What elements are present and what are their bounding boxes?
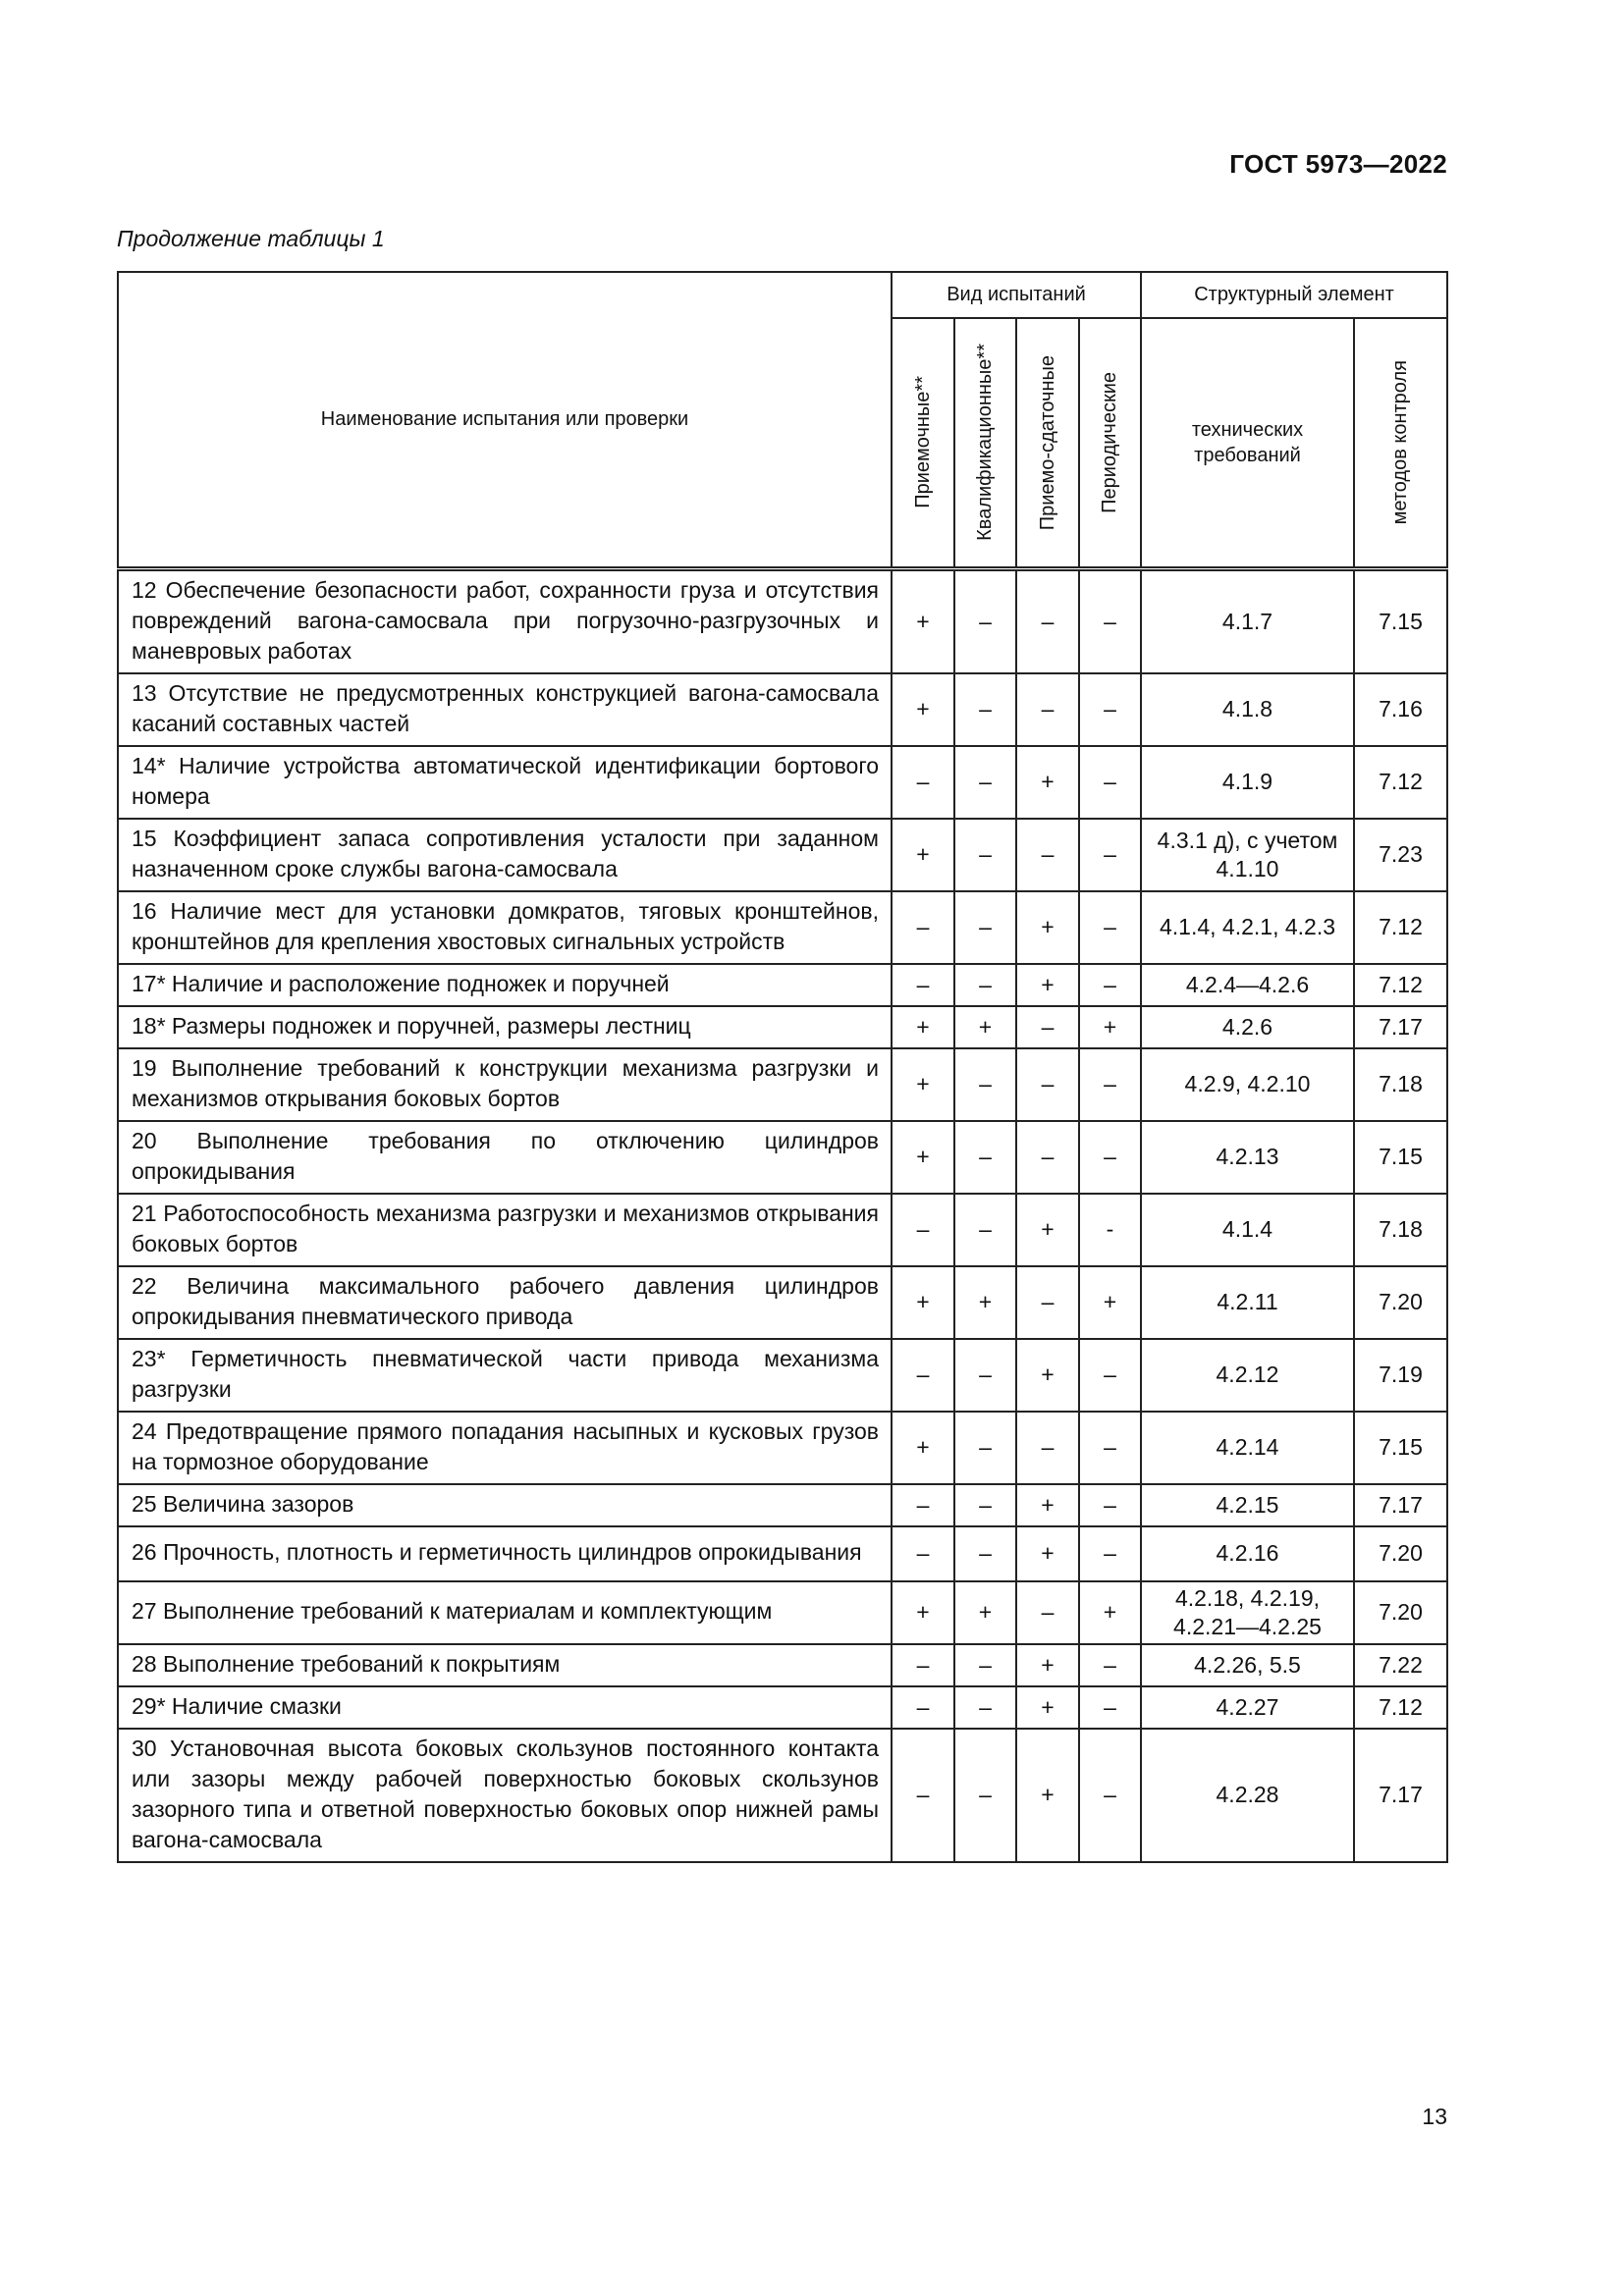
test-type-mark-cell: – <box>954 1194 1016 1266</box>
table-row <box>118 1006 1447 1048</box>
technical-requirements-cell: 4.2.26, 5.5 <box>1141 1644 1354 1686</box>
test-name-cell: 25 Величина зазоров <box>118 1484 892 1526</box>
control-method-cell: 7.20 <box>1354 1526 1447 1581</box>
test-type-mark-cell: – <box>892 1526 954 1581</box>
test-type-mark-cell: + <box>892 1581 954 1644</box>
test-type-mark-cell: – <box>1079 1686 1141 1729</box>
test-type-mark-cell: – <box>954 746 1016 819</box>
test-name-cell: 14* Наличие устройства автоматической идентификации бортового номера <box>118 746 892 819</box>
test-type-mark-cell: + <box>892 1412 954 1484</box>
header-qualification: Квалификационные** <box>954 318 1016 568</box>
test-type-mark-cell: – <box>1079 1412 1141 1484</box>
table-row <box>118 819 1447 891</box>
technical-requirements-cell: 4.2.13 <box>1141 1121 1354 1194</box>
test-type-mark-cell: + <box>1016 1484 1079 1526</box>
header-control-methods: методов контроля <box>1354 318 1447 568</box>
test-type-mark-cell: + <box>954 1581 1016 1644</box>
control-method-cell: 7.19 <box>1354 1339 1447 1412</box>
test-type-mark-cell: – <box>892 1484 954 1526</box>
control-method-cell: 7.17 <box>1354 1484 1447 1526</box>
test-type-mark-cell: – <box>954 568 1016 673</box>
table-row <box>118 1581 1447 1644</box>
test-name-cell: 27 Выполнение требований к материалам и комплектующим <box>118 1581 892 1644</box>
test-type-mark-cell: – <box>1016 1412 1079 1484</box>
table-header <box>118 272 1447 568</box>
test-name-cell: 22 Величина максимального рабочего давления цилиндров опрокидывания пневматического привода <box>118 1266 892 1339</box>
table-row <box>118 673 1447 746</box>
test-type-mark-cell: + <box>892 568 954 673</box>
control-method-cell: 7.15 <box>1354 1121 1447 1194</box>
test-type-mark-cell: – <box>954 1644 1016 1686</box>
test-type-mark-cell: – <box>1016 1121 1079 1194</box>
table-row <box>118 1339 1447 1412</box>
control-method-cell: 7.12 <box>1354 964 1447 1006</box>
header-periodic: Периодические <box>1079 318 1141 568</box>
test-type-mark-cell: + <box>892 1266 954 1339</box>
test-type-mark-cell: + <box>1016 1339 1079 1412</box>
test-name-cell: 20 Выполнение требования по отключению цилиндров опрокидывания <box>118 1121 892 1194</box>
test-type-mark-cell: – <box>892 1194 954 1266</box>
test-type-mark-cell: – <box>954 891 1016 964</box>
test-type-mark-cell: – <box>1079 1729 1141 1862</box>
header-delivery: Приемо-сдаточные <box>1016 318 1079 568</box>
test-name-cell: 16 Наличие мест для установки домкратов, тяговых кронштейнов, кронштейнов для крепления хвостовых сигнальных устройств <box>118 891 892 964</box>
header-technical-requirements: технических требований <box>1141 318 1354 568</box>
page-number: 13 <box>1422 2104 1447 2129</box>
test-type-mark-cell: – <box>954 1686 1016 1729</box>
test-type-mark-cell: – <box>1016 1266 1079 1339</box>
technical-requirements-cell: 4.2.18, 4.2.19, 4.2.21—4.2.25 <box>1141 1581 1354 1644</box>
table-row <box>118 1266 1447 1339</box>
test-type-mark-cell: – <box>892 1729 954 1862</box>
test-type-mark-cell: – <box>1079 673 1141 746</box>
table-row <box>118 1729 1447 1862</box>
control-method-cell: 7.17 <box>1354 1729 1447 1862</box>
test-type-mark-cell: – <box>954 673 1016 746</box>
technical-requirements-cell: 4.1.4 <box>1141 1194 1354 1266</box>
test-type-mark-cell: – <box>1016 1048 1079 1121</box>
test-type-mark-cell: – <box>1016 568 1079 673</box>
test-type-mark-cell: – <box>954 819 1016 891</box>
test-name-cell: 12 Обеспечение безопасности работ, сохранности груза и отсутствия повреждений вагона-самосвала при погрузочно-разгрузочных и маневровых работах <box>118 568 892 673</box>
test-type-mark-cell: – <box>892 1686 954 1729</box>
control-method-cell: 7.12 <box>1354 1686 1447 1729</box>
technical-requirements-cell: 4.2.12 <box>1141 1339 1354 1412</box>
technical-requirements-cell: 4.1.4, 4.2.1, 4.2.3 <box>1141 891 1354 964</box>
test-type-mark-cell: – <box>954 1412 1016 1484</box>
test-type-mark-cell: + <box>1016 746 1079 819</box>
table-row <box>118 1526 1447 1581</box>
test-type-mark-cell: + <box>1079 1266 1141 1339</box>
header-test-name: Наименование испытания или проверки <box>118 272 892 568</box>
test-name-cell: 24 Предотвращение прямого попадания насыпных и кусковых грузов на тормозное оборудование <box>118 1412 892 1484</box>
tests-table <box>117 271 1448 1863</box>
technical-requirements-cell: 4.2.27 <box>1141 1686 1354 1729</box>
technical-requirements-cell: 4.2.4—4.2.6 <box>1141 964 1354 1006</box>
test-type-mark-cell: – <box>1079 964 1141 1006</box>
test-type-mark-cell: – <box>1079 1644 1141 1686</box>
test-type-mark-cell: – <box>1079 1339 1141 1412</box>
test-type-mark-cell: – <box>1079 746 1141 819</box>
table-row <box>118 746 1447 819</box>
test-name-cell: 29* Наличие смазки <box>118 1686 892 1729</box>
test-type-mark-cell: – <box>954 1048 1016 1121</box>
test-type-mark-cell: – <box>954 1339 1016 1412</box>
test-type-mark-cell: - <box>1079 1194 1141 1266</box>
technical-requirements-cell: 4.2.9, 4.2.10 <box>1141 1048 1354 1121</box>
technical-requirements-cell: 4.2.14 <box>1141 1412 1354 1484</box>
test-type-mark-cell: + <box>954 1266 1016 1339</box>
control-method-cell: 7.12 <box>1354 891 1447 964</box>
test-type-mark-cell: + <box>1079 1581 1141 1644</box>
test-type-mark-cell: – <box>954 1484 1016 1526</box>
technical-requirements-cell: 4.1.7 <box>1141 568 1354 673</box>
table-row <box>118 1194 1447 1266</box>
table-row <box>118 1484 1447 1526</box>
test-type-mark-cell: + <box>892 673 954 746</box>
test-type-mark-cell: + <box>892 819 954 891</box>
header-structural-element: Структурный элемент <box>1141 272 1447 318</box>
test-type-mark-cell: – <box>954 1121 1016 1194</box>
test-name-cell: 18* Размеры подножек и поручней, размеры лестниц <box>118 1006 892 1048</box>
test-name-cell: 21 Работоспособность механизма разгрузки и механизмов открывания боковых бортов <box>118 1194 892 1266</box>
table-row <box>118 568 1447 673</box>
test-name-cell: 15 Коэффициент запаса сопротивления усталости при заданном назначенном сроке службы вагона-самосвала <box>118 819 892 891</box>
table-row <box>118 964 1447 1006</box>
control-method-cell: 7.18 <box>1354 1194 1447 1266</box>
test-type-mark-cell: – <box>892 1644 954 1686</box>
test-type-mark-cell: – <box>892 964 954 1006</box>
test-type-mark-cell: + <box>892 1048 954 1121</box>
control-method-cell: 7.15 <box>1354 568 1447 673</box>
technical-requirements-cell: 4.3.1 д), с учетом 4.1.10 <box>1141 819 1354 891</box>
test-type-mark-cell: – <box>1016 1581 1079 1644</box>
test-type-mark-cell: + <box>1016 964 1079 1006</box>
table-row <box>118 1121 1447 1194</box>
table-body <box>118 568 1447 1862</box>
table-continuation-caption: Продолжение таблицы 1 <box>117 226 385 251</box>
test-type-mark-cell: – <box>892 1339 954 1412</box>
document-code: ГОСТ 5973—2022 <box>1229 149 1447 179</box>
technical-requirements-cell: 4.1.9 <box>1141 746 1354 819</box>
table-row <box>118 1048 1447 1121</box>
control-method-cell: 7.18 <box>1354 1048 1447 1121</box>
test-name-cell: 26 Прочность, плотность и герметичность цилиндров опрокидывания <box>118 1526 892 1581</box>
table-row <box>118 1644 1447 1686</box>
table-row <box>118 1412 1447 1484</box>
test-type-mark-cell: – <box>1079 568 1141 673</box>
control-method-cell: 7.20 <box>1354 1266 1447 1339</box>
test-type-mark-cell: – <box>1079 819 1141 891</box>
test-type-mark-cell: – <box>954 964 1016 1006</box>
test-type-mark-cell: + <box>1016 1644 1079 1686</box>
header-acceptance: Приемочные** <box>892 318 954 568</box>
test-type-mark-cell: + <box>1016 891 1079 964</box>
technical-requirements-cell: 4.2.15 <box>1141 1484 1354 1526</box>
technical-requirements-cell: 4.2.11 <box>1141 1266 1354 1339</box>
test-type-mark-cell: + <box>1016 1194 1079 1266</box>
test-name-cell: 17* Наличие и расположение подножек и поручней <box>118 964 892 1006</box>
test-type-mark-cell: + <box>1079 1006 1141 1048</box>
test-type-mark-cell: – <box>1016 1006 1079 1048</box>
technical-requirements-cell: 4.2.16 <box>1141 1526 1354 1581</box>
technical-requirements-cell: 4.2.28 <box>1141 1729 1354 1862</box>
test-type-mark-cell: – <box>1079 1121 1141 1194</box>
control-method-cell: 7.17 <box>1354 1006 1447 1048</box>
test-type-mark-cell: – <box>1079 1484 1141 1526</box>
test-name-cell: 30 Установочная высота боковых скользунов постоянного контакта или зазоры между рабочей поверхностью боковых скользунов зазорного типа и ответной поверхностью боковых опор нижней рамы вагона-самосвала <box>118 1729 892 1862</box>
control-method-cell: 7.16 <box>1354 673 1447 746</box>
control-method-cell: 7.15 <box>1354 1412 1447 1484</box>
test-name-cell: 13 Отсутствие не предусмотренных конструкцией вагона-самосвала касаний составных частей <box>118 673 892 746</box>
technical-requirements-cell: 4.2.6 <box>1141 1006 1354 1048</box>
test-type-mark-cell: – <box>1016 673 1079 746</box>
test-type-mark-cell: + <box>1016 1526 1079 1581</box>
table-row <box>118 1686 1447 1729</box>
control-method-cell: 7.20 <box>1354 1581 1447 1644</box>
table-row <box>118 891 1447 964</box>
test-type-mark-cell: – <box>954 1729 1016 1862</box>
test-type-mark-cell: + <box>954 1006 1016 1048</box>
test-type-mark-cell: – <box>1016 819 1079 891</box>
test-name-cell: 19 Выполнение требований к конструкции механизма разгрузки и механизмов открывания боковых бортов <box>118 1048 892 1121</box>
test-type-mark-cell: – <box>1079 1048 1141 1121</box>
test-type-mark-cell: + <box>1016 1729 1079 1862</box>
test-type-mark-cell: – <box>1079 1526 1141 1581</box>
test-name-cell: 23* Герметичность пневматической части привода механизма разгрузки <box>118 1339 892 1412</box>
test-type-mark-cell: – <box>1079 891 1141 964</box>
control-method-cell: 7.22 <box>1354 1644 1447 1686</box>
test-type-mark-cell: – <box>892 891 954 964</box>
technical-requirements-cell: 4.1.8 <box>1141 673 1354 746</box>
header-test-types: Вид испытаний <box>892 272 1141 318</box>
test-type-mark-cell: + <box>892 1121 954 1194</box>
control-method-cell: 7.12 <box>1354 746 1447 819</box>
test-type-mark-cell: + <box>1016 1686 1079 1729</box>
test-type-mark-cell: + <box>892 1006 954 1048</box>
control-method-cell: 7.23 <box>1354 819 1447 891</box>
test-type-mark-cell: – <box>892 746 954 819</box>
test-name-cell: 28 Выполнение требований к покрытиям <box>118 1644 892 1686</box>
test-type-mark-cell: – <box>954 1526 1016 1581</box>
